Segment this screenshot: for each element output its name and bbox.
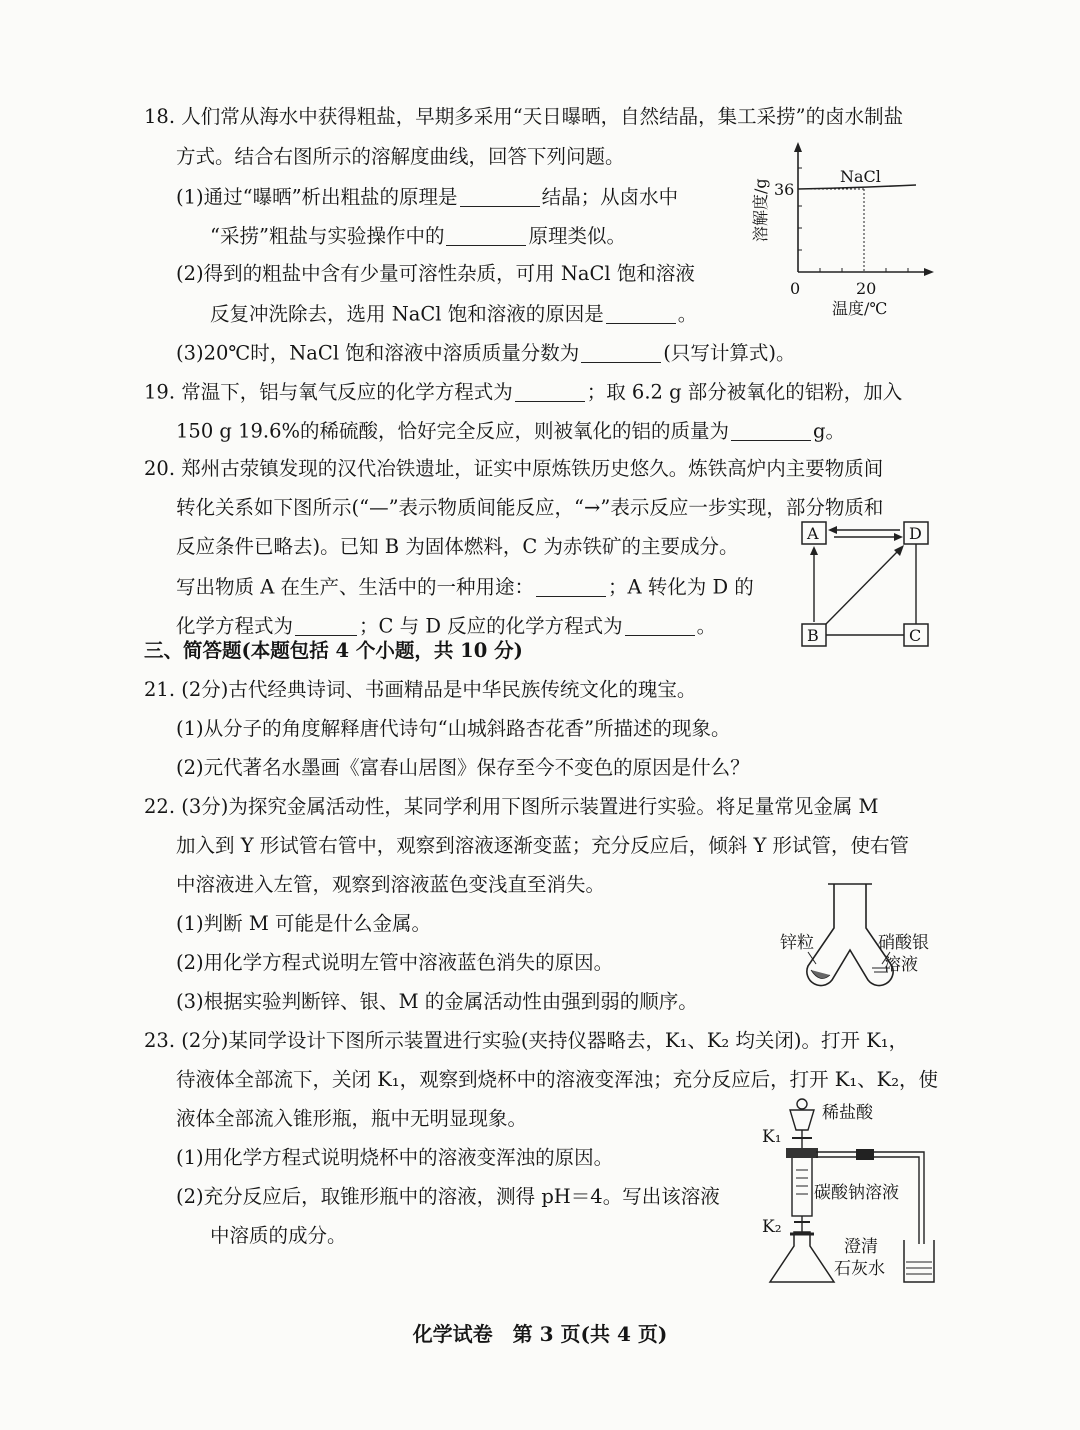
ylabel: 溶解度/g xyxy=(751,178,770,242)
q21-line1: 21. (2分)古代经典诗词、书画精品是中华民族传统文化的瑰宝。 xyxy=(144,678,697,701)
answer-blank[interactable] xyxy=(731,420,811,441)
limewater-label-2: 石灰水 xyxy=(834,1259,885,1279)
q19-line1: 19. 常温下，铝与氧气反应的化学方程式为 ；取 6.2 g 部分被氧化的铝粉，加入 xyxy=(144,380,903,404)
k2-label: K₂ xyxy=(762,1217,782,1237)
zinc-label: 锌粒 xyxy=(780,933,814,953)
answer-blank[interactable] xyxy=(625,615,695,636)
xlabel: 温度/℃ xyxy=(832,299,888,318)
y-tick-36: 36 xyxy=(774,180,795,199)
q20-line3: 反应条件已略去)。已知 B 为固体燃料，C 为赤铁矿的主要成分。 xyxy=(176,535,739,558)
section-heading: 三、简答题(本题包括 4 个小题，共 10 分) xyxy=(144,639,523,662)
page-footer: 化学试卷 第 3 页(共 4 页) xyxy=(412,1322,668,1346)
node-c: C xyxy=(909,626,922,645)
q18-part2-line1: (2)得到的粗盐中含有少量可溶性杂质，可用 NaCl 饱和溶液 xyxy=(176,262,695,285)
q18-line2: 方式。结合右图所示的溶解度曲线，回答下列问题。 xyxy=(176,145,625,168)
q18-part3: (3)20℃时，NaCl 饱和溶液中溶质质量分数为 (只写计算式)。 xyxy=(176,341,796,365)
q18-part1-line2: “采捞”粗盐与实验操作中的 原理类似。 xyxy=(210,224,626,248)
solution-label: 溶液 xyxy=(884,955,918,975)
q22-sub3: (3)根据实验判断锌、银、M 的金属活动性由强到弱的顺序。 xyxy=(176,990,698,1013)
silver-nitrate-label: 硝酸银 xyxy=(878,933,929,953)
answer-blank[interactable] xyxy=(460,186,540,207)
q18-line1: 18. 人们常从海水中获得粗盐，早期多采用“天日曝晒，自然结晶，集工采捞”的卤水制盐 xyxy=(144,105,904,128)
limewater-label-1: 澄清 xyxy=(844,1237,878,1257)
q22-sub2: (2)用化学方程式说明左管中溶液蓝色消失的原因。 xyxy=(176,951,614,974)
q23-sub1: (1)用化学方程式说明烧杯中的溶液变浑浊的原因。 xyxy=(176,1146,614,1169)
conversion-diagram xyxy=(798,518,936,654)
q22-line3: 中溶液进入左管，观察到溶液蓝色变浅直至消失。 xyxy=(176,873,606,896)
node-d: D xyxy=(909,524,922,543)
q18-part2-line2: 反复冲洗除去，选用 NaCl 饱和溶液的原因是 。 xyxy=(210,302,698,326)
q23-line1: 23. (2分)某同学设计下图所示装置进行实验(夹持仪器略去，K₁、K₂ 均关闭)。打开 K₁， xyxy=(144,1029,909,1052)
k1-label: K₁ xyxy=(762,1127,782,1147)
solubility-graph xyxy=(740,140,940,320)
q20-line4: 写出物质 A 在生产、生活中的一种用途： ；A 转化为 D 的 xyxy=(176,575,754,599)
node-a: A xyxy=(807,524,819,543)
q23-sub2-line1: (2)充分反应后，取锥形瓶中的溶液，测得 pH＝4。写出该溶液 xyxy=(176,1185,720,1208)
y-tube-figure xyxy=(778,880,948,995)
na2co3-label: 碳酸钠溶液 xyxy=(814,1183,899,1203)
q22-sub1: (1)判断 M 可能是什么金属。 xyxy=(176,912,431,935)
q23-line2: 待液体全部流下，关闭 K₁，观察到烧杯中的溶液变浑浊；充分反应后，打开 K₁、K₂，使 xyxy=(176,1068,939,1091)
x-tick-20: 20 xyxy=(856,279,877,298)
apparatus-figure xyxy=(760,1094,940,1294)
hcl-label: 稀盐酸 xyxy=(822,1103,873,1123)
answer-blank[interactable] xyxy=(446,225,526,246)
q20-line2: 转化关系如下图所示(“—”表示物质间能反应，“→”表示反应一步实现，部分物质和 xyxy=(176,496,884,519)
answer-blank[interactable] xyxy=(515,381,585,402)
q21-sub1: (1)从分子的角度解释唐代诗句“山城斜路杏花香”所描述的现象。 xyxy=(176,717,731,740)
q22-line1: 22. (3分)为探究金属活动性，某同学利用下图所示装置进行实验。将足量常见金属 M xyxy=(144,795,879,818)
node-b: B xyxy=(807,626,819,645)
q23-line3: 液体全部流入锥形瓶，瓶中无明显现象。 xyxy=(176,1107,528,1130)
answer-blank[interactable] xyxy=(606,303,676,324)
q18-part1-line1: (1)通过“曝晒”析出粗盐的原理是 结晶；从卤水中 xyxy=(176,185,679,209)
origin-label: 0 xyxy=(790,279,801,298)
q22-line2: 加入到 Y 形试管右管中，观察到溶液逐渐变蓝；充分反应后，倾斜 Y 形试管，使右管 xyxy=(176,834,910,857)
curve-label: NaCl xyxy=(840,167,881,186)
q19-line2: 150 g 19.6%的稀硫酸，恰好完全反应，则被氧化的铝的质量为 g。 xyxy=(176,419,846,443)
q20-line1: 20. 郑州古荥镇发现的汉代冶铁遗址，证实中原炼铁历史悠久。炼铁高炉内主要物质间 xyxy=(144,457,884,480)
answer-blank[interactable] xyxy=(295,615,357,636)
q23-sub2-line2: 中溶质的成分。 xyxy=(210,1224,347,1247)
q20-line5: 化学方程式为 ；C 与 D 反应的化学方程式为 。 xyxy=(176,614,717,638)
answer-blank[interactable] xyxy=(536,576,606,597)
answer-blank[interactable] xyxy=(581,342,661,363)
q21-sub2: (2)元代著名水墨画《富春山居图》保存至今不变色的原因是什么？ xyxy=(176,756,750,779)
